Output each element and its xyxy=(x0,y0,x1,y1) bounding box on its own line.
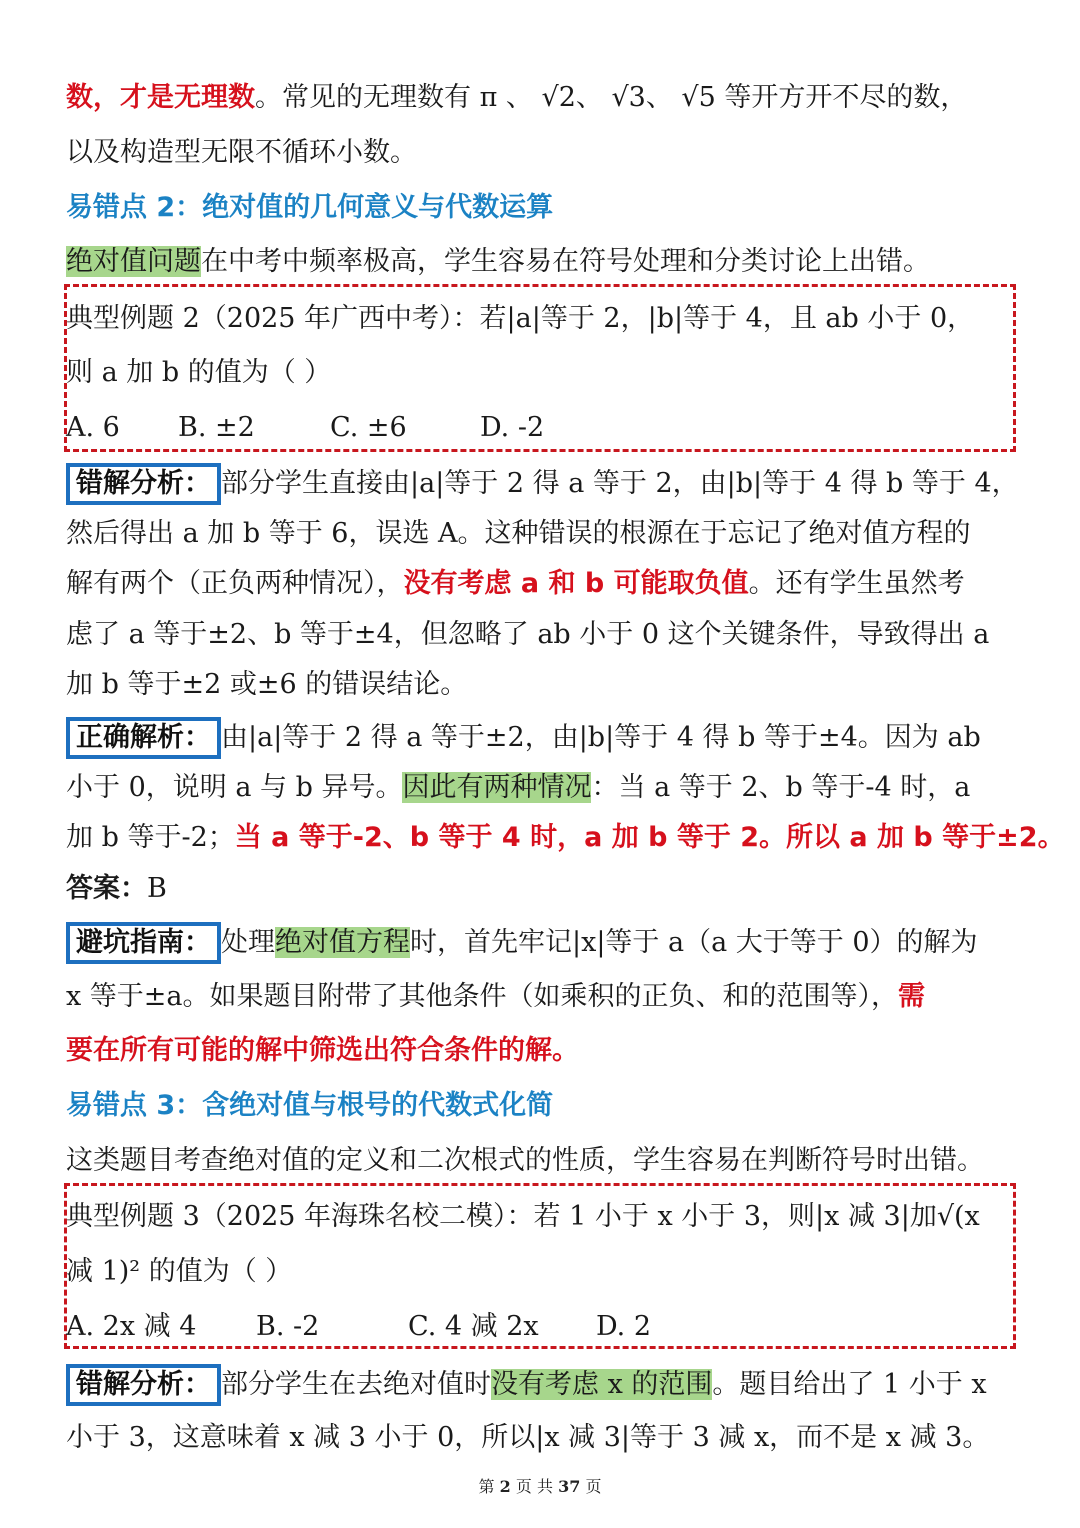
body-text: 时，首先牢记|x|等于 a（a 大于等于 0）的解为 xyxy=(410,927,978,958)
body-text: 解有两个（正负两种情况）， xyxy=(66,568,404,599)
body-text: 。题目给出了 1 小于 x xyxy=(712,1369,987,1400)
body-text: 部分学生在去绝对值时 xyxy=(221,1369,491,1400)
paragraph-line: 加 b 等于±2 或±6 的错误结论。 xyxy=(66,669,468,700)
paragraph-line xyxy=(66,818,1065,858)
option-b: B. ±2 xyxy=(178,412,255,443)
page-footer xyxy=(0,1474,1080,1497)
body-text: 处理 xyxy=(221,927,275,958)
highlighted-text: 绝对值问题 xyxy=(66,246,201,277)
label-box: 错解分析： xyxy=(66,463,221,505)
label-box: 正确解析： xyxy=(66,717,221,759)
paragraph-line xyxy=(66,768,970,808)
paragraph-line xyxy=(66,922,978,962)
body-text: 在中考中频率极高，学生容易在符号处理和分类讨论上出错。 xyxy=(201,246,930,277)
emphasis-text: 数，才是无理数 xyxy=(66,82,255,113)
answer-options xyxy=(66,408,544,448)
body-text: 小于 0，说明 a 与 b 异号。 xyxy=(66,772,403,803)
option-c: C. 4 减 2x xyxy=(408,1311,539,1342)
body-text: ：当 a 等于 2、b 等于-4 时，a xyxy=(591,772,971,803)
section-heading: 易错点 3：含绝对值与根号的代数式化简 xyxy=(66,1090,554,1121)
paragraph-line: 这类题目考查绝对值的定义和二次根式的性质，学生容易在判断符号时出错。 xyxy=(66,1145,984,1176)
footer-text: 页 共 xyxy=(515,1477,553,1496)
example-question-line: 典型例题 3（2025 年海珠名校二模）：若 1 小于 x 小于 3，则|x 减 3|加√(x xyxy=(66,1201,980,1232)
body-text: 部分学生直接由|a|等于 2 得 a 等于 2，由|b|等于 4 得 b 等于 4， xyxy=(221,468,1019,499)
answer-line xyxy=(66,869,167,909)
paragraph-line xyxy=(66,133,417,173)
emphasis-text: 没有考虑 a 和 b 可能取负值 xyxy=(403,568,749,599)
body-text: 由|a|等于 2 得 a 等于±2，由|b|等于 4 得 b 等于±4。因为 ab xyxy=(221,722,981,753)
answer-value: B xyxy=(147,873,167,904)
body-text: 。常见的无理数有 π 、 √2、 √3、 √5 等开方开不尽的数， xyxy=(255,82,968,113)
paragraph-line xyxy=(66,1031,579,1071)
example-question-line: 则 a 加 b 的值为（ ） xyxy=(66,357,332,388)
emphasis-text: 当 a 等于-2、b 等于 4 时，a 加 b 等于 2。所以 a 加 b 等于±2。 xyxy=(234,822,1065,853)
paragraph-line xyxy=(66,717,981,757)
paragraph-line xyxy=(66,463,1019,503)
paragraph-line: 小于 3，这意味着 x 减 3 小于 0，所以|x 减 3|等于 3 减 x，而不是 x 减 3。 xyxy=(66,1422,990,1453)
option-b: B. -2 xyxy=(256,1311,320,1342)
paragraph-line xyxy=(66,242,930,282)
option-d: D. -2 xyxy=(480,412,545,443)
paragraph-line xyxy=(66,564,965,604)
footer-text: 页 xyxy=(585,1477,602,1496)
answer-label: 答案： xyxy=(66,873,147,904)
label-box: 错解分析： xyxy=(66,1364,221,1406)
option-c: C. ±6 xyxy=(330,412,407,443)
page-total: 37 xyxy=(558,1477,581,1496)
option-d: D. 2 xyxy=(596,1311,652,1342)
paragraph-line: 然后得出 a 加 b 等于 6，误选 A。这种错误的根源在于忘记了绝对值方程的 xyxy=(66,518,971,549)
label-box: 避坑指南： xyxy=(66,922,221,964)
paragraph-line: 虑了 a 等于±2、b 等于±4，但忽略了 ab 小于 0 这个关键条件，导致得出 a xyxy=(66,619,990,650)
highlighted-text: 绝对值方程 xyxy=(275,927,410,958)
highlighted-text: 没有考虑 x 的范围 xyxy=(491,1369,713,1400)
body-text: x 等于±a。如果题目附带了其他条件（如乘积的正负、和的范围等）， xyxy=(66,981,899,1012)
footer-text: 第 xyxy=(478,1477,495,1496)
emphasis-text: 需 xyxy=(898,981,926,1012)
section-heading: 易错点 2：绝对值的几何意义与代数运算 xyxy=(66,192,554,223)
example-question-line: 典型例题 2（2025 年广西中考）：若|a|等于 2，|b|等于 4，且 ab 小于 0， xyxy=(66,303,975,334)
paragraph-line xyxy=(66,977,925,1017)
page-number: 2 xyxy=(499,1477,511,1496)
option-a: A. 2x 减 4 xyxy=(66,1311,197,1342)
highlighted-text: 因此有两种情况 xyxy=(402,772,592,803)
body-text: 。还有学生虽然考 xyxy=(748,568,965,599)
paragraph-line xyxy=(66,78,967,118)
example-question-line: 减 1)² 的值为（ ） xyxy=(66,1256,293,1287)
emphasis-text: 要在所有可能的解中筛选出符合条件的解。 xyxy=(66,1035,579,1066)
paragraph-line xyxy=(66,1364,987,1404)
body-text: 以及构造型无限不循环小数。 xyxy=(66,137,417,168)
answer-options xyxy=(66,1307,651,1347)
option-a: A. 6 xyxy=(66,412,120,443)
body-text: 加 b 等于-2； xyxy=(66,822,235,853)
